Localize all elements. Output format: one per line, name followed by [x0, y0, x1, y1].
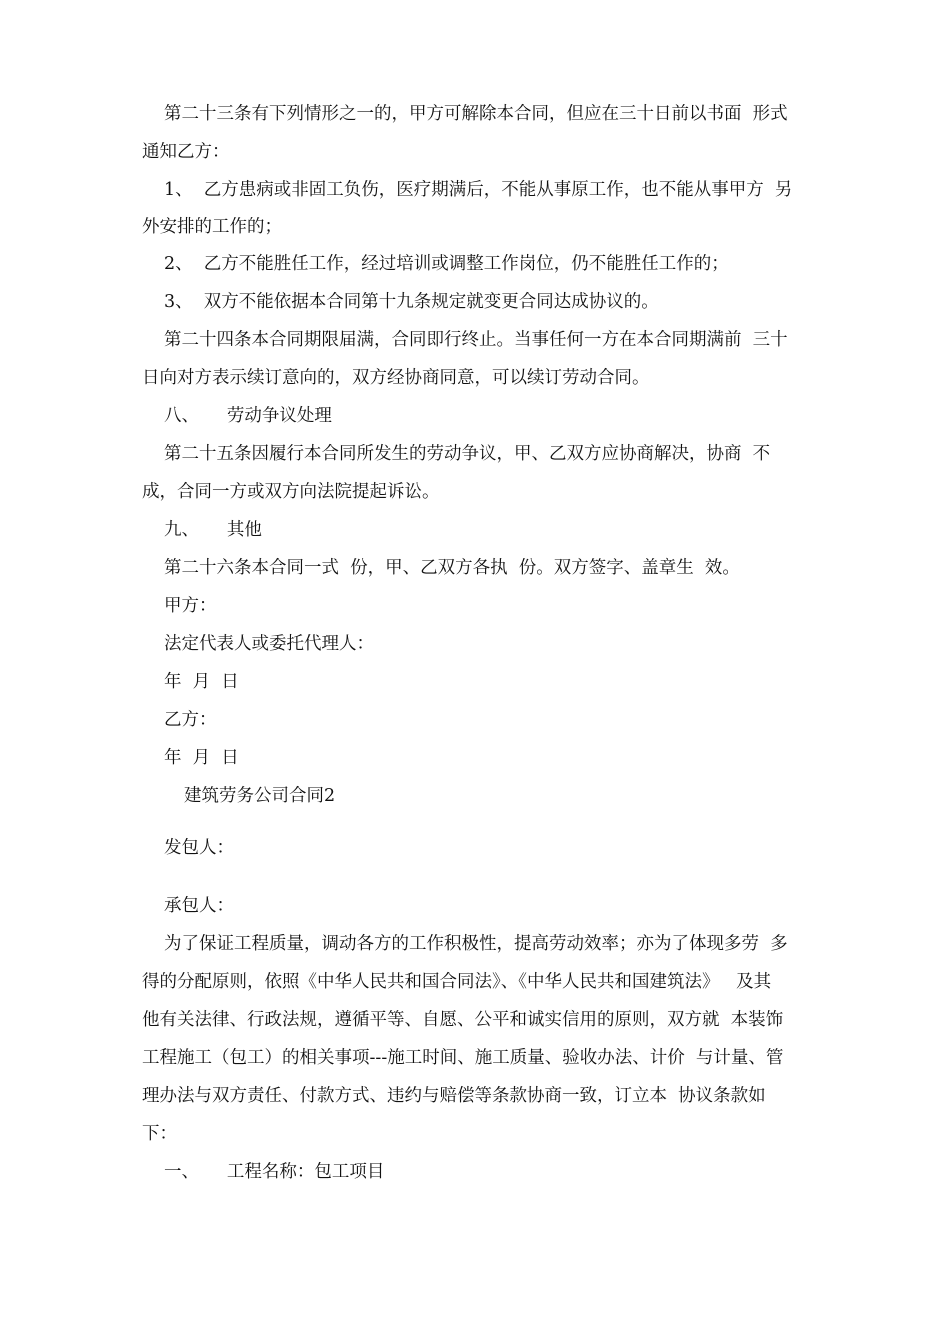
- party-b-label: 乙方：: [164, 710, 217, 730]
- employer-label: 发包人：: [164, 838, 234, 858]
- article-26: 第二十六条本合同一式 份，甲、乙双方各执 份。双方签字、盖章生 效。: [164, 558, 740, 578]
- section-9-heading: 九、 其他: [164, 520, 262, 540]
- article-25-line-2: 成，合同一方或双方向法院提起诉讼。: [142, 482, 440, 502]
- section-8-heading: 八、 劳动争议处理: [164, 406, 332, 426]
- clause-1-line-1: 1、 乙方患病或非固工负伤，医疗期满后，不能从事原工作，也不能从事甲方 另: [164, 180, 793, 200]
- preamble-line-6: 下：: [142, 1124, 177, 1144]
- contractor-label: 承包人：: [164, 896, 234, 916]
- contract-2-title: 建筑劳务公司合同2: [184, 786, 336, 806]
- article-24-line-2: 日向对方表示续订意向的，双方经协商同意，可以续订劳动合同。: [142, 368, 650, 388]
- article-24-line-1: 第二十四条本合同期限届满，合同即行终止。当事任何一方在本合同期满前 三十: [164, 330, 788, 350]
- clause-3: 3、 双方不能依据本合同第十九条规定就变更合同达成协议的。: [164, 292, 659, 312]
- clause-2: 2、 乙方不能胜任工作，经过培训或调整工作岗位，仍不能胜任工作的；: [164, 254, 729, 274]
- clause-1-line-2: 外安排的工作的；: [142, 217, 282, 237]
- preamble-line-2: 得的分配原则，依照《中华人民共和国合同法》、《中华人民共和国建筑法》 及其: [142, 972, 772, 992]
- party-a-label: 甲方：: [164, 596, 217, 616]
- preamble-line-4: 工程施工（包工）的相关事项---施工时间、施工质量、验收办法、计价 与计量、管: [142, 1048, 784, 1068]
- article-23-line-2: 通知乙方：: [142, 142, 230, 162]
- date-line-b: 年 月 日: [164, 748, 239, 768]
- article-25-line-1: 第二十五条因履行本合同所发生的劳动争议，甲、乙双方应协商解决，协商 不: [164, 444, 771, 464]
- preamble-line-3: 他有关法律、行政法规，遵循平等、自愿、公平和诚实信用的原则，双方就 本装饰: [142, 1010, 784, 1030]
- article-23-line-1: 第二十三条有下列情形之一的，甲方可解除本合同，但应在三十日前以书面 形式: [164, 104, 788, 124]
- section-1-heading: 一、 工程名称：包工项目: [164, 1162, 385, 1182]
- date-line-a: 年 月 日: [164, 672, 239, 692]
- preamble-line-1: 为了保证工程质量，调动各方的工作积极性，提高劳动效率；亦为了体现多劳 多: [164, 934, 788, 954]
- preamble-line-5: 理办法与双方责任、付款方式、违约与赔偿等条款协商一致，订立本 协议条款如: [142, 1086, 766, 1106]
- representative-label: 法定代表人或委托代理人：: [164, 634, 374, 654]
